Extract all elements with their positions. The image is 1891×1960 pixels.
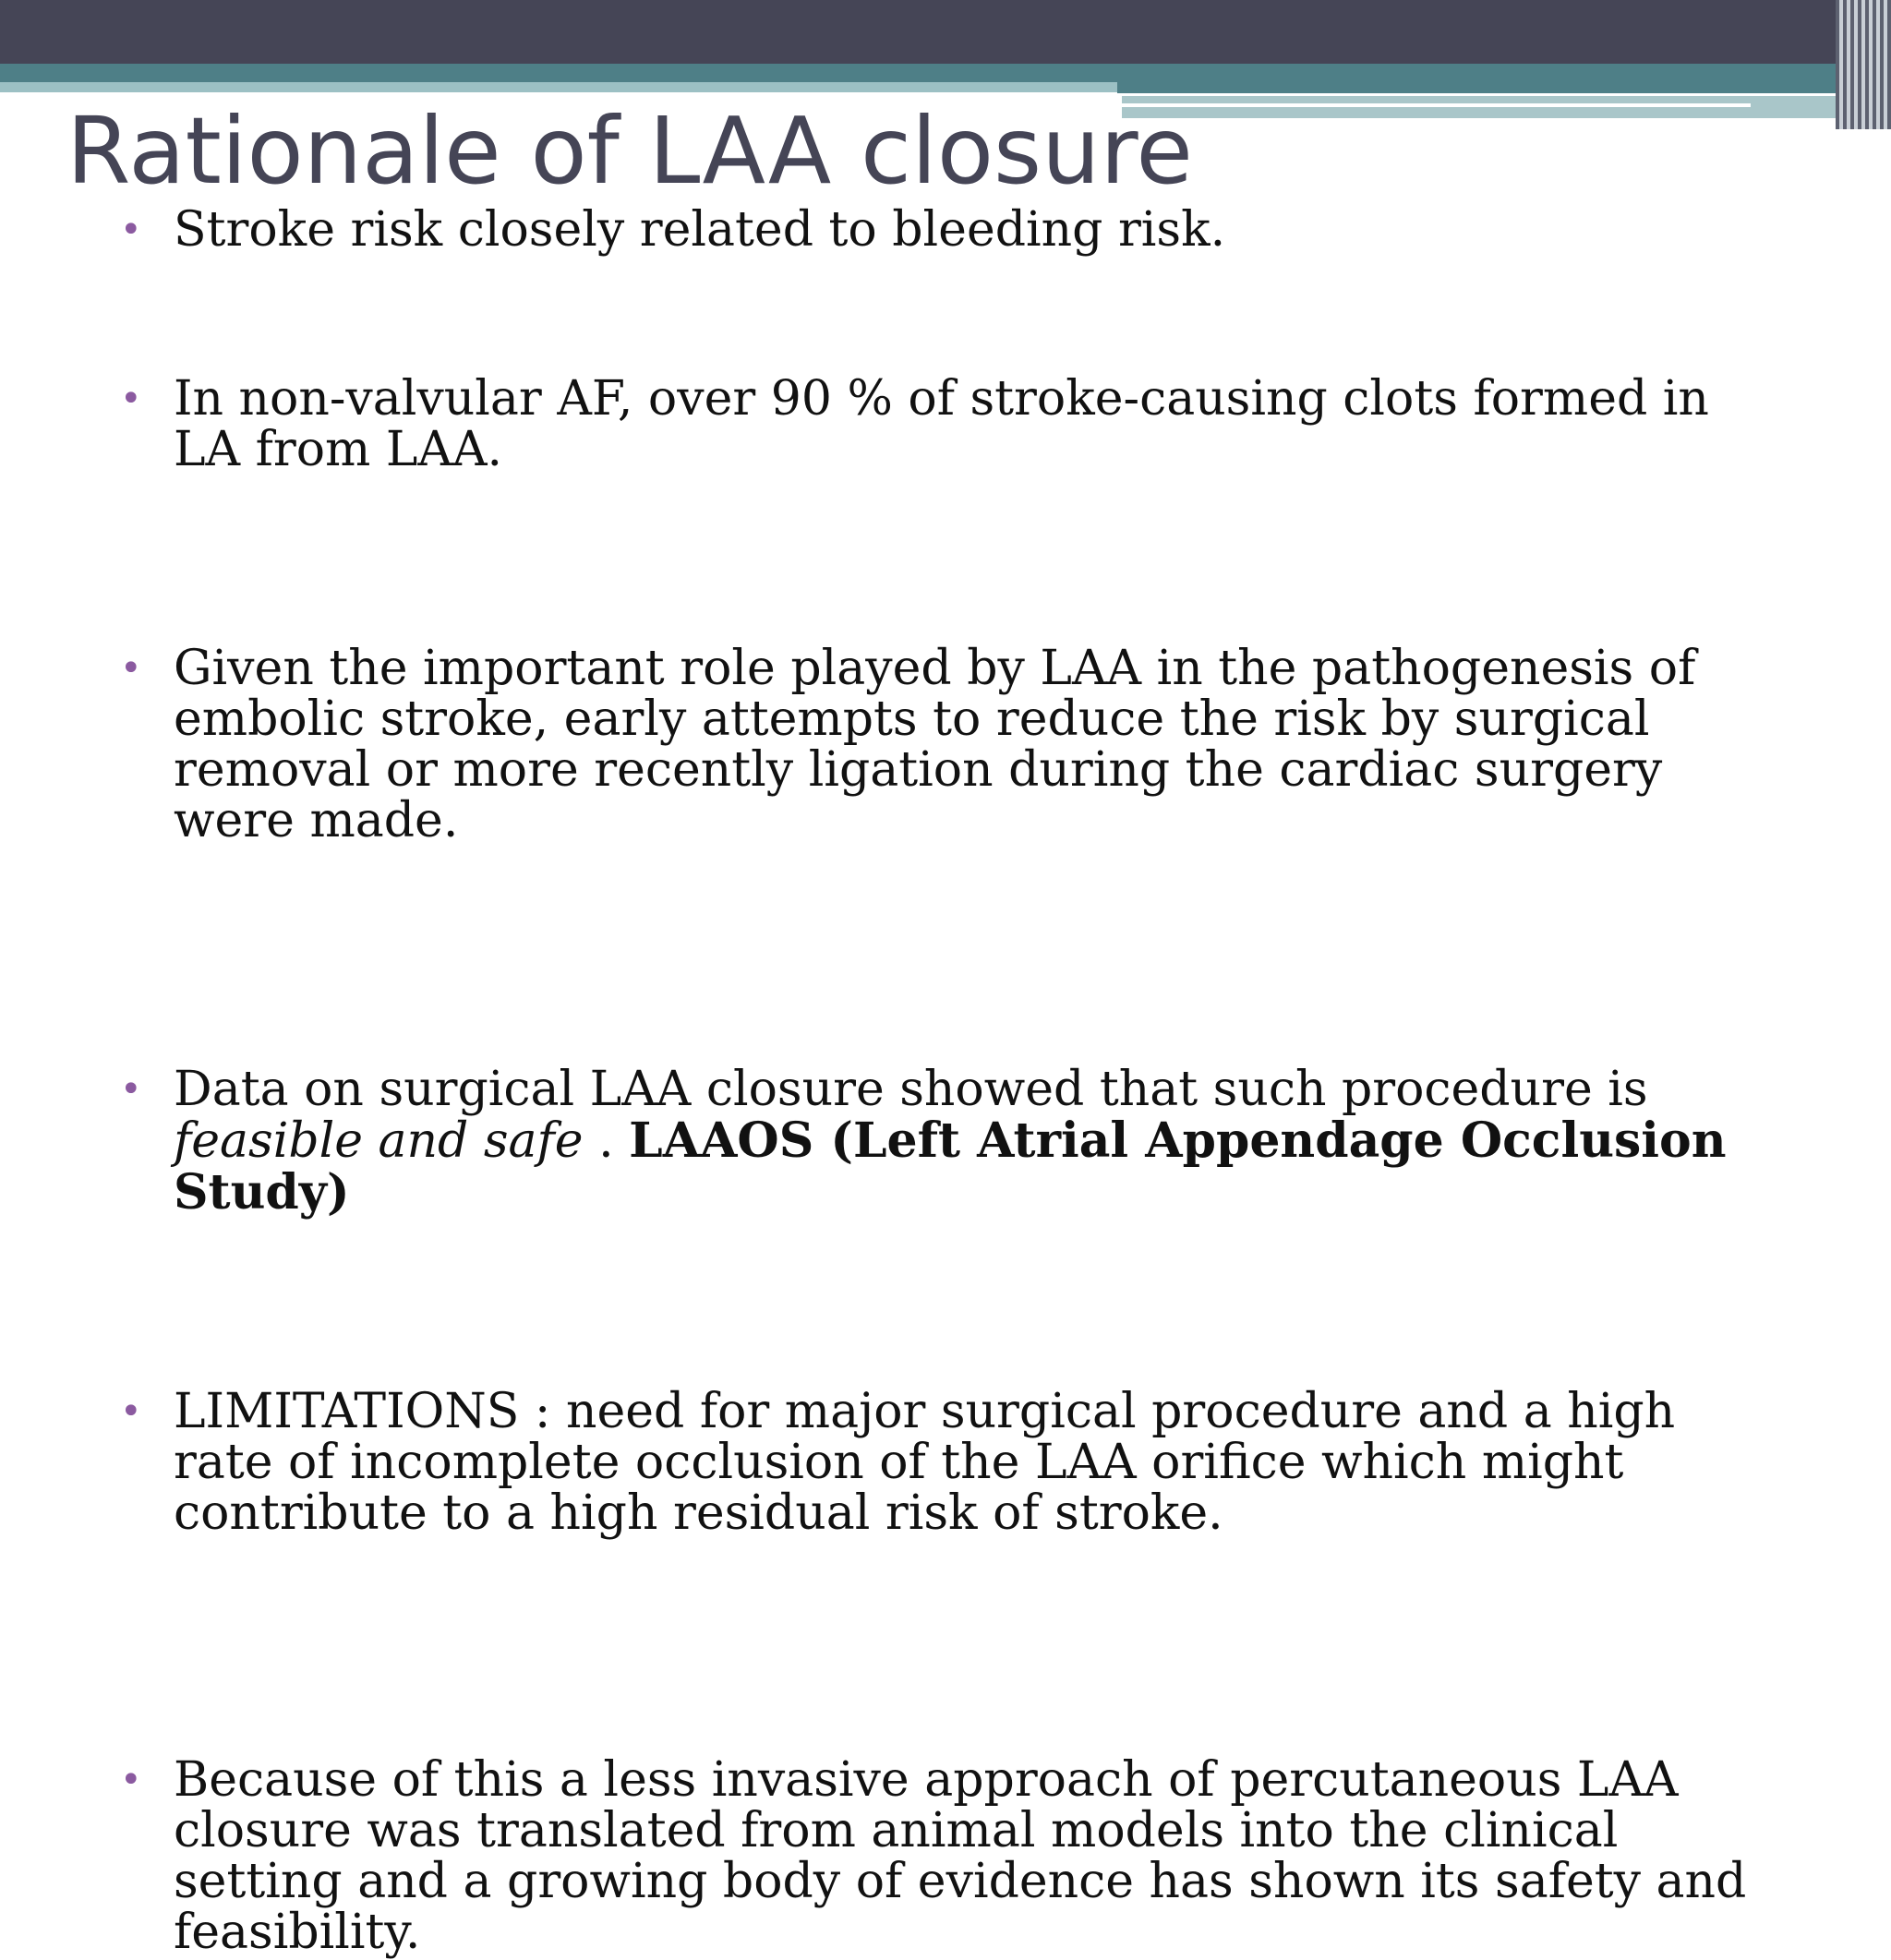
header-band-light [0, 82, 1117, 92]
bullet-text: LIMITATIONS : need for major surgical procedure and a high rate of incomplete occlusion of the LAA orifice which might contribute to a high residual risk of stroke. [174, 1384, 1676, 1541]
bullet-item [120, 1752, 1764, 1960]
bullet-text-bold: LAAOS (Left Atrial Appendage Occlusion Study) [174, 1112, 1727, 1220]
header-band-right-light [1122, 96, 1891, 118]
bullet-dot-icon: • [120, 1390, 142, 1433]
bullet-text: Because of this a less invasive approach of percutaneous LAA closure was translated from animal models into the clinical setting and a growing body of evidence has shown its safety and feasibility. [174, 1752, 1747, 1960]
header-band-dark [0, 0, 1891, 64]
bullet-item [120, 371, 1764, 477]
bullet-dot-icon: • [120, 647, 142, 690]
bullet-item [120, 643, 1764, 847]
bullet-dot-icon: • [120, 1068, 142, 1111]
bullet-dot-icon: • [120, 209, 142, 251]
bullet-text-italic: feasible and safe [174, 1113, 584, 1169]
header-band-right-rule [1122, 103, 1751, 107]
header-band-teal [0, 64, 1891, 82]
bullet-text: Given the important role played by LAA in the pathogenesis of embolic stroke, early attempts to reduce the risk by surgical removal or more recently ligation during the cardiac surgery were made. [174, 641, 1696, 848]
bullet-text [174, 1064, 1764, 1219]
bullet-item [120, 1064, 1764, 1219]
bullet-list [120, 202, 1764, 1960]
bullet-item [120, 1384, 1764, 1541]
bullet-text-mid: . [583, 1113, 630, 1169]
bullet-text: Stroke risk closely related to bleeding risk. [174, 202, 1226, 258]
header-stripes [1836, 0, 1891, 129]
bullet-text-start: Data on surgical LAA closure showed that such procedure is [174, 1062, 1648, 1117]
slide-title: Rationale of LAA closure [66, 97, 1193, 205]
bullet-dot-icon: • [120, 1759, 142, 1801]
bullet-item [120, 202, 1764, 258]
bullet-text: In non-valvular AF, over 90 % of stroke-causing clots formed in LA from LAA. [174, 371, 1709, 477]
header-band-right-teal [1117, 82, 1891, 93]
bullet-dot-icon: • [120, 378, 142, 420]
